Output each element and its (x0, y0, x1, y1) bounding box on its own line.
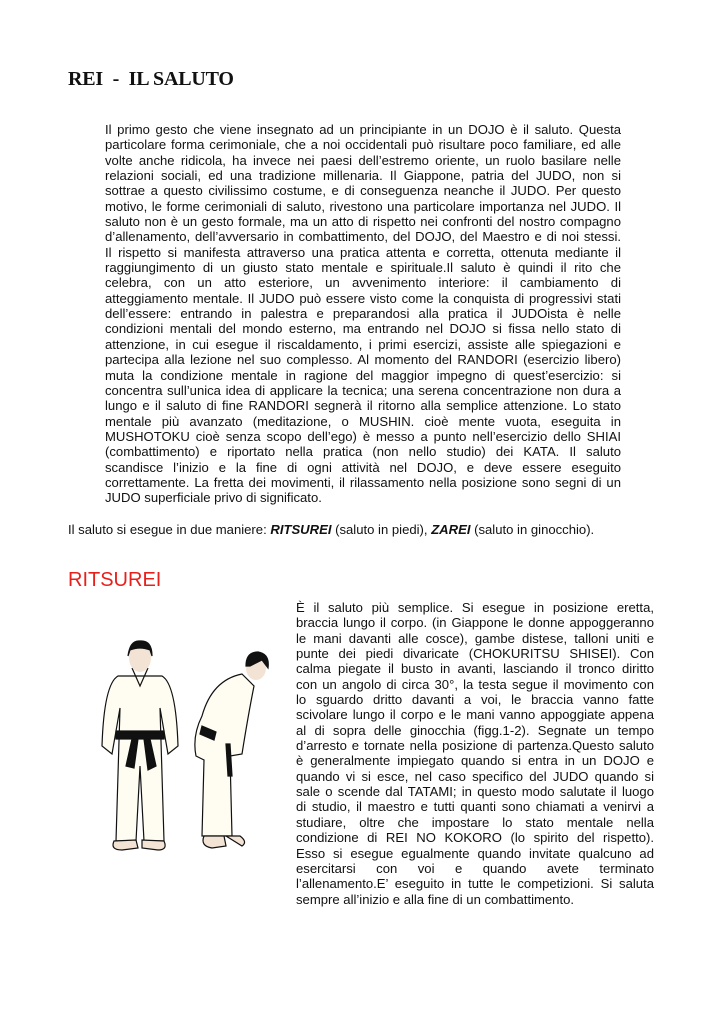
text-line: le mani davanti alle cosce), gambe distese, talloni uniti e (296, 630, 654, 646)
ritsurei-term: RITSUREI (270, 522, 332, 537)
text-line: d’arresto e tornate nella posizione di partenza.Questo saluto (296, 738, 654, 754)
text-line: quando vi si esce, nel caso specifico del JUDO quando si (296, 768, 654, 784)
zarei-description: (saluto in ginocchio). (470, 522, 595, 537)
text-line: mentale più avanzato (meditazione, o MUSHIN. cioè mente vuota, eseguita in (105, 413, 621, 429)
text-line: scandisce l’inizio e la fine di ogni attività nel DOJO, e deve essere eseguito (105, 459, 621, 475)
text-line: studiare, oltre che impostare lo stato mentale nella (296, 814, 654, 830)
text-line: raggiungimento di un giusto stato mentale e spirituale.Il saluto è quindi il rito che (105, 260, 621, 276)
text-line: di studio, il maestro e tutti quanti sono chiamati a venirvi a (296, 799, 654, 815)
text-line: al di sopra delle ginocchia (figg.1-2). Segnate un tempo (296, 722, 654, 738)
text-line: muta la condizione mentale in ragione del maggior impegno di quest’esercizio: si (105, 367, 621, 383)
text-line: punte dei piedi divaricate (CHOKURITSU SHISEI). Con (296, 646, 654, 662)
ritsurei-paragraph (296, 600, 654, 907)
text-line: d’allenamento, dell’avversario in combattimento, del DOJO, del Maestro e di noi stessi. (105, 229, 621, 245)
text-line: lungo e il saluto di fine RANDORI segnerà il ritorno alla semplice attenzione. Lo stato (105, 398, 621, 414)
text-line: sale o scende dal TATAMI; in questo modo salutate il luogo (296, 784, 654, 800)
ritsurei-illustration (92, 636, 282, 866)
text-line: saluto non è un gesto formale, ma un atto di rispetto nei confronti del nostro compagno (105, 214, 621, 230)
bowing-judoka-figure (195, 652, 268, 848)
text-line: braccia lungo il corpo. (in Giappone le donne appoggeranno (296, 615, 654, 631)
intro-paragraph (105, 122, 621, 506)
standing-judoka-figure (102, 641, 178, 850)
text-line: partecipa alla lezione nel suo complesso. Al momento del RANDORI (esercizio libero) (105, 352, 621, 368)
text-line: relazioni sociali, ed una tradizione millenaria. Il Giappone, patria del JUDO, non si (105, 168, 621, 184)
text-line: È il saluto più semplice. Si esegue in posizione eretta, (296, 600, 654, 615)
text-line: l’allenamento.E’ eseguito in tutte le competizioni. Si saluta (296, 876, 654, 892)
text-line: motivo, le forme cerimoniali di saluto, rivestono una particolare importanza nel JUDO. Il (105, 198, 621, 214)
text-line: Il rispetto si manifesta attraverso una pratica attenta e corretta, ottenuta mediante il (105, 244, 621, 260)
text-line: (combattimento) e riportato nella pratica (non nello studio) dei KATA. Il saluto (105, 444, 621, 460)
text-line: Esso si esegue egualmente quando invitate qualcuno ad (296, 845, 654, 861)
text-line: dell’essere: entrando in palestra e preparandosi alla pratica il JUDOista è nelle (105, 306, 621, 322)
text-line: volte anche ridicola, ha invece nei paesi dell’estremo oriente, un ruolo basilare nelle (105, 152, 621, 168)
text-line: con un angolo di circa 30°, la testa segue il movimento con (296, 676, 654, 692)
text-line: è generalmente impiegato quando si entra in un DOJO e (296, 753, 654, 769)
page-title: REI - IL SALUTO (68, 68, 234, 90)
text-line: JUDO superficiale privo di significato. (105, 490, 322, 506)
ritsurei-description: (saluto in piedi), (331, 522, 432, 537)
text-line: atteggiamento mentale. Il JUDO può essere visto come la conquista di progressivi stati (105, 290, 621, 306)
text-line: condizioni mentali del mondo esterno, ma entrando nel DOJO si fissa nello stato di (105, 321, 621, 337)
manner-prefix: Il saluto si esegue in due maniere: (68, 522, 271, 537)
text-line: esercitarsi con voi e quando avete terminato (296, 860, 654, 876)
text-line: calma piegate il busto in avanti, lasciando il tronco diritto (296, 661, 654, 677)
text-line: celebra, con un atto esteriore, un avvenimento interiore: il cambiamento di (105, 275, 621, 291)
ritsurei-heading: RITSUREI (68, 569, 162, 591)
text-line: condizione di REI NO KOKORO (lo spirito del rispetto). (296, 830, 654, 846)
text-line: Il primo gesto che viene insegnato ad un principiante in un DOJO è il saluto. Questa (105, 122, 621, 137)
text-line: concentra sull’unica idea di applicare la tecnica; una serena concentrazione non dura a (105, 382, 621, 398)
text-line: lo sguardo dritto davanti a voi, le braccia vanno fatte (296, 692, 654, 708)
text-line: correttamente. La fretta dei movimenti, il rilassamento nella posizione sono segni di un (105, 474, 621, 490)
zarei-term: ZAREI (431, 522, 471, 537)
text-line: MUSHOTOKU cioè senza scopo dell’ego) è messo a punto nell’esercizio dello SHIAI (105, 428, 621, 444)
salute-types-sentence (68, 522, 594, 537)
text-line: sottrae a questo civilissimo costume, e di conseguenza neanche il JUDO. Per questo (105, 183, 621, 199)
text-line: sempre all’inizio e alla fine di un combattimento. (296, 891, 575, 907)
text-line: scivolare lungo il corpo e le mani vanno appoggiate appena (296, 707, 654, 723)
text-line: attenzione, in cui esegue il riscaldamento, i primi esercizi, assiste alle spiegazioni e (105, 336, 621, 352)
text-line: particolare forma cerimoniale, che a noi occidentali può risultare poco familiare, ed alle (105, 137, 621, 153)
